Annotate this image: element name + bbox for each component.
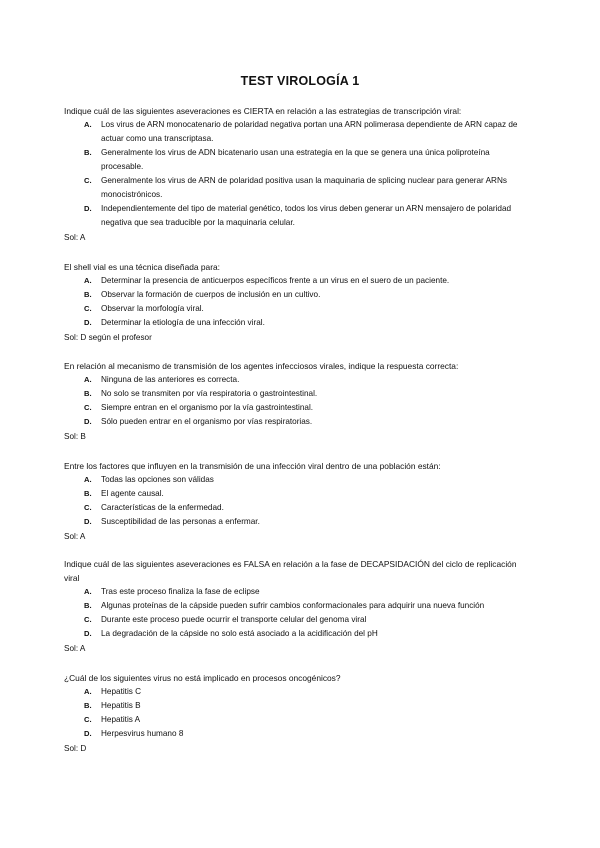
question-2	[64, 260, 534, 345]
solution: Sol: B	[64, 432, 86, 441]
option-c: C. Generalmente los virus de ARN de polaridad positiva usan la maquinaria de splicing nuclear para generar ARNs monocistrónicos.	[84, 176, 507, 199]
question-text: El shell vial es una técnica diseñada para:	[64, 262, 220, 272]
option-d: D. Sólo pueden entrar en el organismo por vías respiratorias.	[84, 417, 313, 426]
question-text: Indique cuál de las siguientes aseveraciones es FALSA en relación a la fase de DECAPSIDACIÓN del ciclo de replicación viral	[64, 559, 517, 583]
question-5	[64, 557, 534, 656]
solution: Sol: D	[64, 744, 87, 753]
solution: Sol: A	[64, 532, 86, 541]
option-d: D. Herpesvirus humano 8	[84, 729, 184, 738]
option-b: B. Generalmente los virus de ADN bicatenario usan una estrategia en la que se genera una única poliproteína procesable.	[84, 148, 490, 171]
option-a: A. Tras este proceso finaliza la fase de eclipse	[84, 587, 260, 596]
option-d: D. La degradación de la cápside no solo está asociado a la acidificación del pH	[84, 629, 378, 638]
option-a: A. Determinar la presencia de anticuerpos específicos frente a un virus en el suero de un paciente.	[84, 276, 450, 285]
question-6	[64, 671, 534, 756]
option-a: A. Ninguna de las anteriores es correcta.	[84, 375, 240, 384]
option-c: C. Características de la enfermedad.	[84, 503, 224, 512]
option-a: A. Todas las opciones son válidas	[84, 475, 214, 484]
option-b: B. Algunas proteínas de la cápside pueden sufrir cambios conformacionales para adquirir una nueva función	[84, 601, 485, 610]
option-b: B. Hepatitis B	[84, 701, 141, 710]
question-text: En relación al mecanismo de transmisión de los agentes infecciosos virales, indique la respuesta correcta:	[64, 361, 459, 371]
option-d: D. Determinar la etiología de una infección viral.	[84, 318, 265, 327]
option-b: B. Observar la formación de cuerpos de inclusión en un cultivo.	[84, 290, 321, 299]
question-1	[64, 104, 534, 245]
question-text: Indique cuál de las siguientes aseveraciones es CIERTA en relación a las estrategias de transcripción viral:	[64, 106, 462, 116]
question-text: Entre los factores que influyen en la transmisión de una infección viral dentro de una población están:	[64, 461, 441, 471]
option-c: C. Observar la morfología viral.	[84, 304, 204, 313]
option-c: C. Hepatitis A	[84, 715, 141, 724]
option-b: B. No solo se transmiten por vía respiratoria o gastrointestinal.	[84, 389, 318, 398]
solution: Sol: D según el profesor	[64, 333, 152, 342]
option-c: C. Siempre entran en el organismo por la vía gastrointestinal.	[84, 403, 314, 412]
option-d: D. Susceptibilidad de las personas a enfermar.	[84, 517, 260, 526]
page-title: TEST VIROLOGÍA 1	[240, 74, 360, 88]
option-b: B. El agente causal.	[84, 489, 164, 498]
question-text: ¿Cuál de los siguientes virus no está implicado en procesos oncogénicos?	[64, 673, 341, 683]
question-3	[64, 359, 534, 444]
option-a: A. Hepatitis C	[84, 687, 142, 696]
option-c: C. Durante este proceso puede ocurrir el transporte celular del genoma viral	[84, 615, 367, 624]
option-a: A. Los virus de ARN monocatenario de polaridad negativa portan una ARN polimerasa dependiente de ARN capaz de actuar como una transcriptasa.	[84, 120, 518, 143]
solution: Sol: A	[64, 233, 86, 242]
solution: Sol: A	[64, 644, 86, 653]
option-d: D. Independientemente del tipo de material genético, todos los virus deben generar un ARN mensajero de polaridad negativa que sea traducible por la maquinaria celular.	[84, 204, 512, 227]
question-4	[64, 459, 534, 544]
